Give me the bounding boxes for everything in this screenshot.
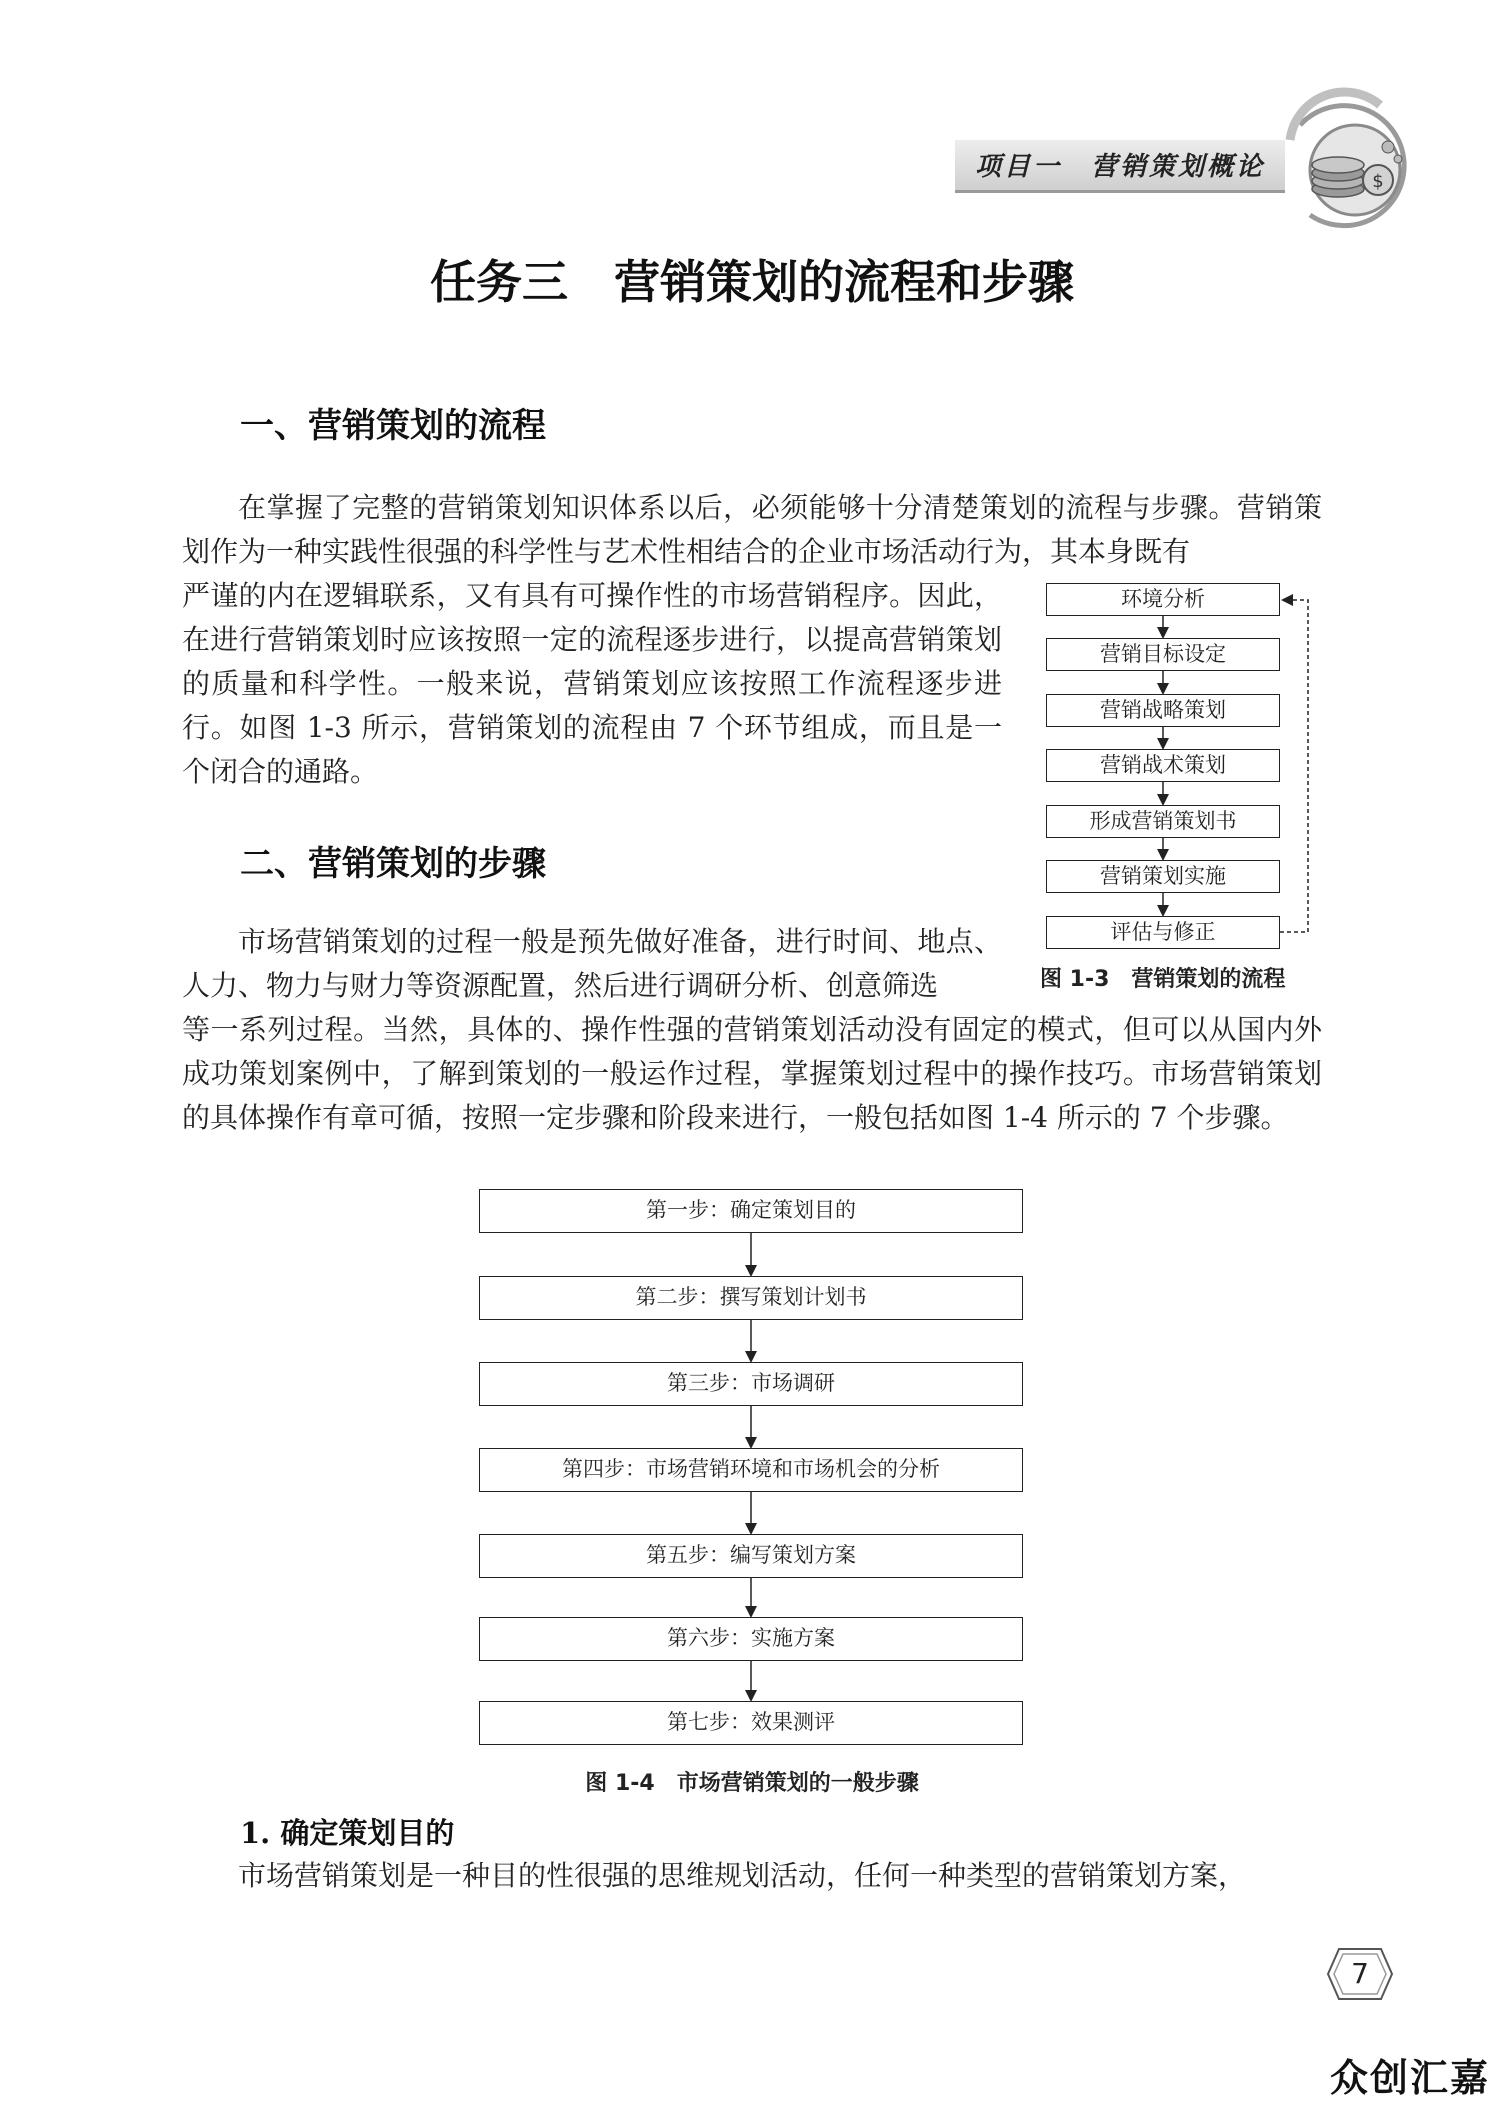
step-box-1: 第一步：确定策划目的 [479,1189,1023,1233]
step-box-2: 第二步：撰写策划计划书 [479,1276,1023,1320]
step-box-6: 第六步：实施方案 [479,1617,1023,1661]
dollar-sign-glyph: $ [1372,171,1384,192]
section-2-paragraph-wrap [182,920,1002,1008]
page-title: 任务三 营销策划的流程和步骤 [430,255,1074,309]
flow-step-2: 营销目标设定 [1046,638,1280,671]
section-2-heading: 二、营销策划的步骤 [240,844,546,884]
running-header-title: 项目一 营销策划概论 [975,152,1266,182]
section-1-text-b: 严谨的内在逻辑联系，又有具有可操作性的市场营销程序。因此，在进行营销策划时应该按照一定的流程逐步进行，以提高营销策划的质量和科学性。一般来说，营销策划应该按照工作流程逐步进行。如图 1-3 所示，营销策划的流程由 7 个环节组成，而且是一个闭合的通路。 [182,579,1002,788]
section-2-text-b: 等一系列过程。当然，具体的、操作性强的营销策划活动没有固定的模式，但可以从国内外成功策划案例中，了解到策划的一般运作过程，掌握策划过程中的操作技巧。市场营销策划的具体操作有章可循，按照一定步骤和阶段来进行，一般包括如图 1-4 所示的 7 个步骤。 [182,1013,1322,1134]
page-number: 7 [1351,1957,1369,1990]
step-box-5: 第五步：编写策划方案 [479,1534,1023,1578]
step-box-4: 第四步：市场营销环境和市场机会的分析 [479,1448,1023,1492]
subsection-1-paragraph: 市场营销策划是一种目的性很强的思维规划活动，任何一种类型的营销策划方案， [238,1859,1247,1892]
step-box-3: 第三步：市场调研 [479,1362,1023,1406]
figure-1-3-arrows [0,0,1504,1000]
step-box-7: 第七步：效果测评 [479,1701,1023,1745]
figure-1-4-arrows [0,1100,1504,1800]
subsection-1-heading: 1. 确定策划目的 [240,1816,455,1850]
flow-step-4: 营销战术策划 [1046,749,1280,782]
section-1-heading: 一、营销策划的流程 [240,406,546,446]
flow-step-3: 营销战略策划 [1046,694,1280,727]
flow-step-1: 环境分析 [1046,583,1280,616]
watermark-text: 众创汇嘉 [1330,2056,1491,2100]
flow-step-7: 评估与修正 [1046,916,1280,949]
flow-step-6: 营销策划实施 [1046,860,1280,893]
figure-1-3-caption: 图 1-3 营销策划的流程 [1040,967,1286,992]
section-2-text-a: 市场营销策划的过程一般是预先做好准备，进行时间、地点、人力、物力与财力等资源配置，然后进行调研分析、创意筛选 [182,925,1002,1002]
section-1-text-a: 在掌握了完整的营销策划知识体系以后，必须能够十分清楚策划的流程与步骤。营销策划作为一种实践性很强的科学性与艺术性相结合的企业市场活动行为，其本身既有 [182,491,1322,568]
figure-1-4-caption: 图 1-4 市场营销策划的一般步骤 [585,1771,919,1796]
flow-step-5: 形成营销策划书 [1046,805,1280,838]
